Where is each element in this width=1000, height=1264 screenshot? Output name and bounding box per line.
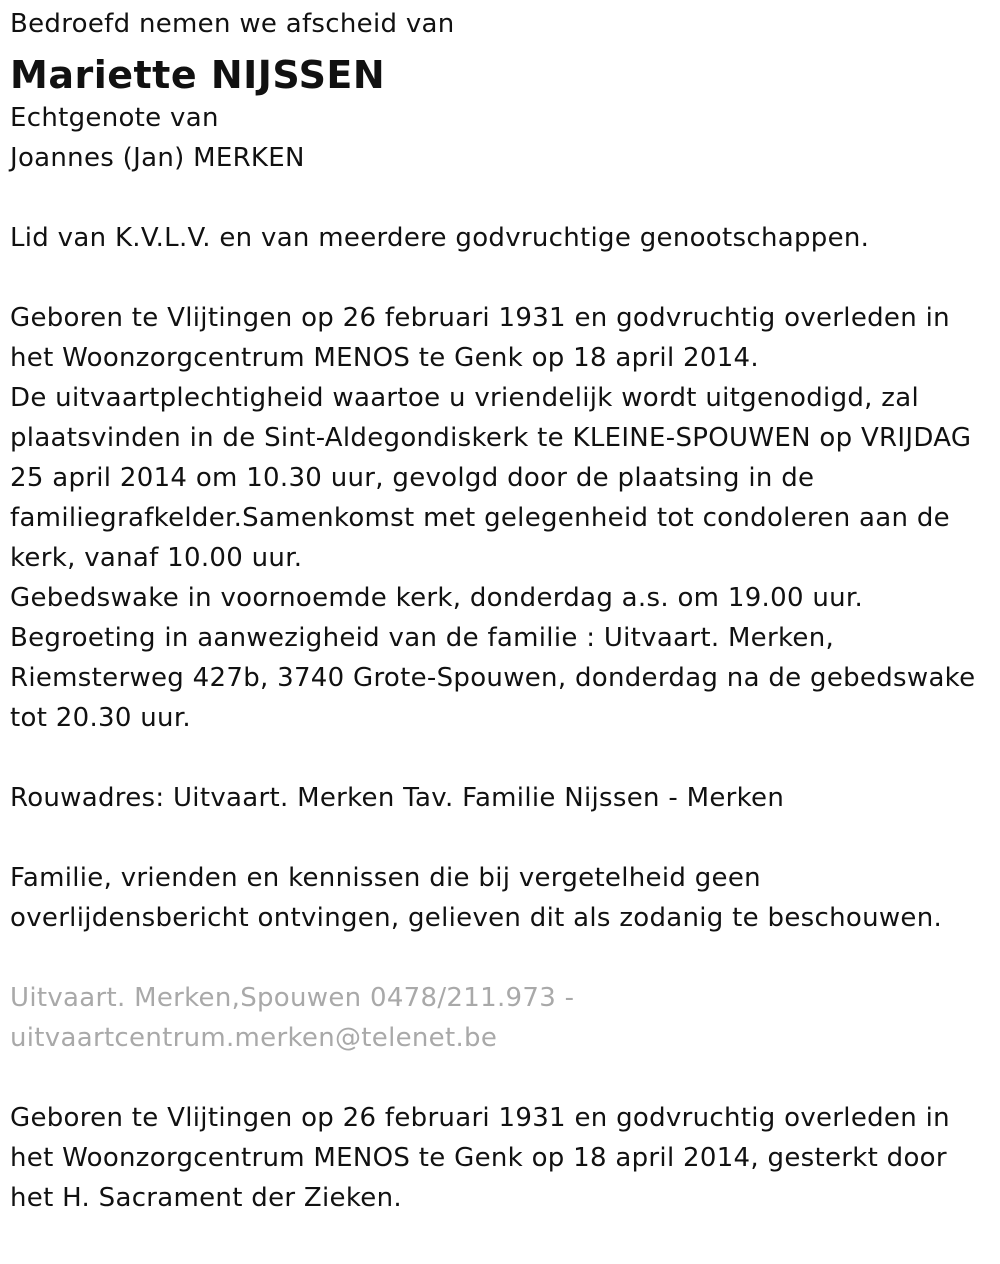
spacer <box>10 258 990 298</box>
paragraph-line: het Woonzorgcentrum MENOS te Genk op 18 april 2014. <box>10 343 759 373</box>
paragraph-line: tot 20.30 uur. <box>10 703 191 733</box>
paragraph-line: overlijdensbericht ontvingen, gelieven dit als zodanig te beschouwen. <box>10 903 943 933</box>
spacer <box>10 938 990 978</box>
spacer <box>10 818 990 858</box>
paragraph-line: Riemsterweg 427b, 3740 Grote-Spouwen, donderdag na de gebedswake <box>10 663 976 693</box>
paragraph-line: Familie, vrienden en kennissen die bij vergetelheid geen <box>10 863 761 893</box>
summary-paragraph <box>10 1098 990 1218</box>
paragraph-line: De uitvaartplechtigheid waartoe u vriendelijk wordt uitgenodigd, zal <box>10 383 920 413</box>
funeral-home-phone: Uitvaart. Merken,Spouwen 0478/211.973 - <box>10 983 575 1013</box>
birth-death-paragraph <box>10 298 990 378</box>
funeral-home-email: uitvaartcentrum.merken@telenet.be <box>10 1023 498 1053</box>
spouse-name: Joannes (Jan) MERKEN <box>10 143 305 173</box>
paragraph-line: Geboren te Vlijtingen op 26 februari 1931 en godvruchtig overleden in <box>10 303 950 333</box>
ceremony-paragraph <box>10 378 990 578</box>
obituary-notice <box>10 4 990 1218</box>
spouse-relation: Echtgenote van <box>10 103 219 133</box>
deceased-name: Mariette NIJSSEN <box>10 53 386 97</box>
wake-text: Gebedswake in voornoemde kerk, donderdag a.s. om 19.00 uur. <box>10 583 864 613</box>
spacer <box>10 738 990 778</box>
paragraph-line: Begroeting in aanwezigheid van de familie : Uitvaart. Merken, <box>10 623 835 653</box>
paragraph-line: Geboren te Vlijtingen op 26 februari 1931 en godvruchtig overleden in <box>10 1103 950 1133</box>
notice-paragraph <box>10 858 990 938</box>
paragraph-line: plaatsvinden in de Sint-Aldegondiskerk te KLEINE-SPOUWEN op VRIJDAG <box>10 423 972 453</box>
spacer <box>10 178 990 218</box>
paragraph-line: 25 april 2014 om 10.30 uur, gevolgd door de plaatsing in de <box>10 463 815 493</box>
intro-text: Bedroefd nemen we afscheid van <box>10 9 455 39</box>
paragraph-line: kerk, vanaf 10.00 uur. <box>10 543 303 573</box>
mourning-address: Rouwadres: Uitvaart. Merken Tav. Familie Nijssen - Merken <box>10 783 785 813</box>
paragraph-line: het Woonzorgcentrum MENOS te Genk op 18 april 2014, gesterkt door <box>10 1143 947 1173</box>
paragraph-line: familiegrafkelder.Samenkomst met gelegenheid tot condoleren aan de <box>10 503 950 533</box>
funeral-home-contact <box>10 978 990 1058</box>
membership-text: Lid van K.V.L.V. en van meerdere godvruchtige genootschappen. <box>10 223 870 253</box>
paragraph-line: het H. Sacrament der Zieken. <box>10 1183 402 1213</box>
greeting-paragraph <box>10 618 990 738</box>
spacer <box>10 1058 990 1098</box>
